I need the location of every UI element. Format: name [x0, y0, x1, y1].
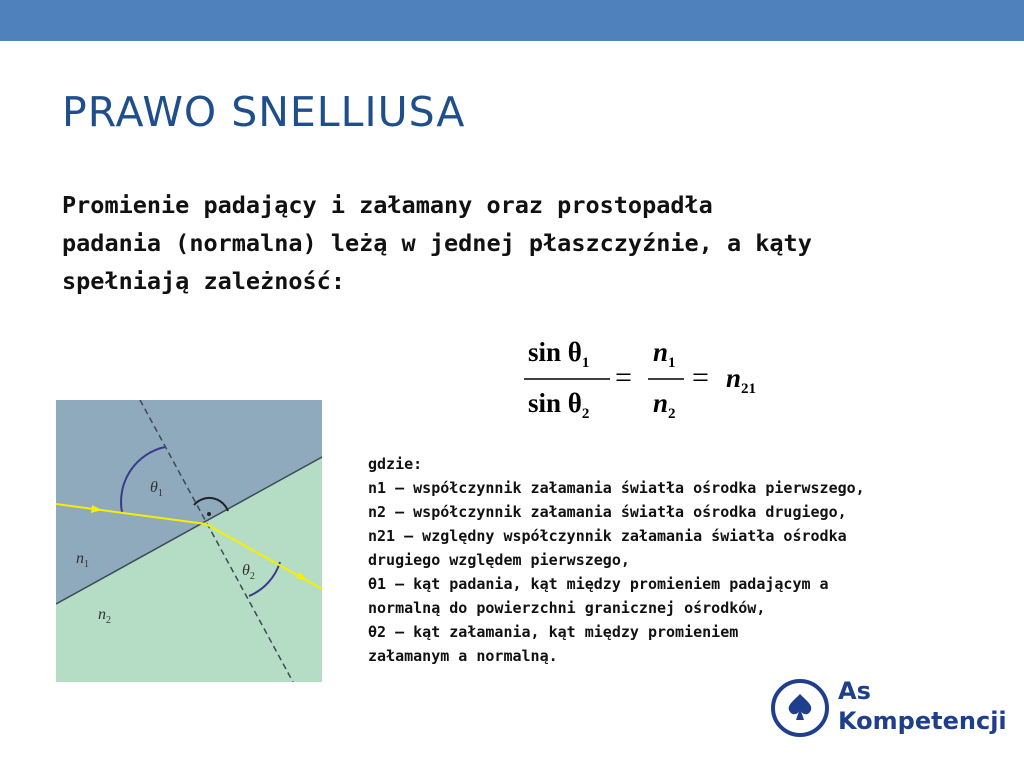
theta1-label: $\theta_1$ [150, 479, 163, 499]
medium-1-label: $n_1$ [76, 550, 89, 570]
intro-line: Promienie padający i załamany oraz prostopadła [62, 191, 713, 219]
logo-line-1: As [838, 677, 871, 705]
snell-formula [520, 330, 770, 430]
definitions-list [368, 452, 968, 668]
medium-2-label: $n_2$ [98, 606, 111, 626]
top-accent-bar [0, 0, 1024, 41]
formula-den-mid: $n_2$ [653, 388, 676, 422]
spade-icon [789, 694, 812, 720]
intro-paragraph [62, 186, 982, 300]
slide-title: PRAWO SNELLIUSA [62, 88, 466, 136]
logo-text [838, 676, 1007, 736]
equals-sign-2: = [692, 361, 709, 394]
definitions-line: n21 – względny współczynnik załamania światła ośrodka [368, 527, 847, 545]
formula-num-left: $\sin \theta_1$ [528, 337, 590, 371]
definitions-line: n1 – współczynnik załamania światła ośrodka pierwszego, [368, 479, 865, 497]
theta2-label: $\theta_2$ [242, 562, 255, 582]
right-angle-dot [207, 512, 211, 516]
definitions-line: θ2 – kąt załamania, kąt między promieniem [368, 623, 739, 641]
definitions-line: normalną do powierzchni granicznej ośrodków, [368, 599, 766, 617]
definitions-line: załamanym a normalną. [368, 647, 558, 665]
formula-den-left: $\sin \theta_2$ [528, 388, 590, 422]
formula-right: $n_{21}$ [726, 363, 757, 397]
intro-line: padania (normalna) leżą w jednej płaszczyźnie, a kąty [62, 229, 812, 257]
refraction-diagram [56, 400, 322, 682]
definitions-line: n2 – współczynnik załamania światła ośrodka drugiego, [368, 503, 847, 521]
definitions-line: gdzie: [368, 455, 423, 473]
logo-line-2: Kompetencji [838, 707, 1007, 735]
intro-line: spełniają zależność: [62, 267, 345, 295]
definitions-line: drugiego względem pierwszego, [368, 551, 630, 569]
definitions-line: θ1 – kąt padania, kąt między promieniem padającym a [368, 575, 829, 593]
formula-num-mid: $n_1$ [653, 337, 676, 371]
equals-sign-1: = [615, 361, 632, 394]
